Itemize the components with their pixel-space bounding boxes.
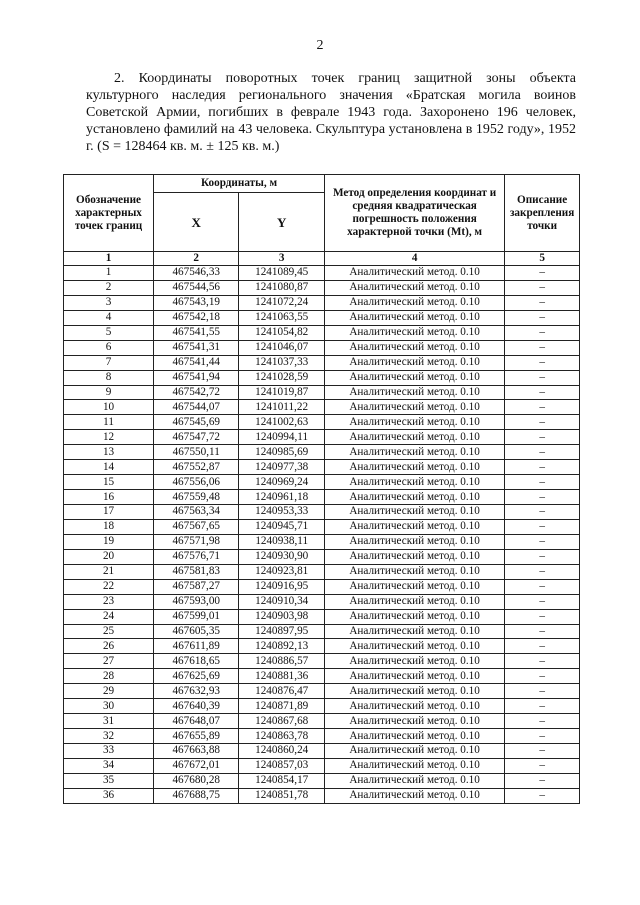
cell-x: 467542,18 — [154, 310, 239, 325]
cell-method: Аналитический метод. 0.10 — [324, 669, 504, 684]
table-row — [64, 744, 580, 759]
cell-y: 1241019,87 — [239, 385, 325, 400]
table-row — [64, 280, 580, 295]
table-row — [64, 699, 580, 714]
cell-y: 1240903,98 — [239, 609, 325, 624]
cell-method: Аналитический метод. 0.10 — [324, 325, 504, 340]
cell-method: Аналитический метод. 0.10 — [324, 788, 504, 803]
cell-y: 1241002,63 — [239, 415, 325, 430]
cell-point: 8 — [64, 370, 154, 385]
cell-y: 1241054,82 — [239, 325, 325, 340]
cell-description: – — [505, 400, 580, 415]
cell-x: 467547,72 — [154, 430, 239, 445]
section-paragraph: 2. Координаты поворотных точек границ защитной зоны объекта культурного наследия регионального значения «Братская могила воинов Советской Армии, погибших в феврале 1943 года. Захоронено 196 человек, установлено фамилий на 43 человека. Скульптура установлена в 1952 году», 1952 г. (S = 128464 кв. м. ± 125 кв. м.) — [86, 71, 576, 154]
column-number: 5 — [505, 252, 580, 266]
table-row — [64, 505, 580, 520]
cell-y: 1240910,34 — [239, 594, 325, 609]
table-row — [64, 490, 580, 505]
cell-x: 467648,07 — [154, 714, 239, 729]
table-row — [64, 773, 580, 788]
cell-description: – — [505, 788, 580, 803]
cell-y: 1240897,95 — [239, 624, 325, 639]
cell-y: 1240892,13 — [239, 639, 325, 654]
table-row — [64, 594, 580, 609]
cell-point: 13 — [64, 445, 154, 460]
cell-method: Аналитический метод. 0.10 — [324, 639, 504, 654]
table-body — [64, 266, 580, 804]
cell-point: 20 — [64, 549, 154, 564]
cell-y: 1240969,24 — [239, 475, 325, 490]
cell-point: 5 — [64, 325, 154, 340]
column-number: 1 — [64, 252, 154, 266]
cell-method: Аналитический метод. 0.10 — [324, 385, 504, 400]
cell-x: 467542,72 — [154, 385, 239, 400]
cell-description: – — [505, 280, 580, 295]
header-method: Метод определения координат и средняя квадратическая погрешность положения характерной точки (Mt), м — [324, 175, 504, 252]
cell-description: – — [505, 669, 580, 684]
cell-x: 467663,88 — [154, 744, 239, 759]
column-number: 4 — [324, 252, 504, 266]
cell-x: 467688,75 — [154, 788, 239, 803]
cell-x: 467544,56 — [154, 280, 239, 295]
table-row — [64, 385, 580, 400]
table-row — [64, 654, 580, 669]
cell-method: Аналитический метод. 0.10 — [324, 714, 504, 729]
cell-point: 16 — [64, 490, 154, 505]
cell-description: – — [505, 639, 580, 654]
cell-x: 467672,01 — [154, 758, 239, 773]
cell-x: 467618,65 — [154, 654, 239, 669]
cell-point: 23 — [64, 594, 154, 609]
cell-x: 467545,69 — [154, 415, 239, 430]
cell-method: Аналитический метод. 0.10 — [324, 758, 504, 773]
header-coords: Координаты, м — [154, 175, 325, 193]
cell-method: Аналитический метод. 0.10 — [324, 744, 504, 759]
cell-y: 1241072,24 — [239, 295, 325, 310]
cell-y: 1241046,07 — [239, 340, 325, 355]
cell-point: 12 — [64, 430, 154, 445]
cell-description: – — [505, 355, 580, 370]
cell-point: 18 — [64, 519, 154, 534]
cell-method: Аналитический метод. 0.10 — [324, 475, 504, 490]
cell-y: 1240867,68 — [239, 714, 325, 729]
cell-method: Аналитический метод. 0.10 — [324, 415, 504, 430]
cell-y: 1240857,03 — [239, 758, 325, 773]
table-row — [64, 534, 580, 549]
cell-method: Аналитический метод. 0.10 — [324, 490, 504, 505]
cell-x: 467563,34 — [154, 505, 239, 520]
cell-x: 467576,71 — [154, 549, 239, 564]
cell-point: 10 — [64, 400, 154, 415]
cell-y: 1241089,45 — [239, 266, 325, 281]
cell-description: – — [505, 594, 580, 609]
cell-description: – — [505, 773, 580, 788]
cell-description: – — [505, 415, 580, 430]
cell-point: 31 — [64, 714, 154, 729]
cell-method: Аналитический метод. 0.10 — [324, 579, 504, 594]
cell-y: 1240953,33 — [239, 505, 325, 520]
cell-y: 1240871,89 — [239, 699, 325, 714]
cell-description: – — [505, 714, 580, 729]
cell-point: 28 — [64, 669, 154, 684]
cell-point: 11 — [64, 415, 154, 430]
cell-x: 467593,00 — [154, 594, 239, 609]
cell-x: 467541,55 — [154, 325, 239, 340]
table-row — [64, 355, 580, 370]
cell-point: 1 — [64, 266, 154, 281]
cell-x: 467541,44 — [154, 355, 239, 370]
cell-y: 1240930,90 — [239, 549, 325, 564]
table-row — [64, 609, 580, 624]
cell-y: 1240881,36 — [239, 669, 325, 684]
cell-description: – — [505, 505, 580, 520]
cell-method: Аналитический метод. 0.10 — [324, 699, 504, 714]
cell-description: – — [505, 609, 580, 624]
cell-point: 30 — [64, 699, 154, 714]
cell-description: – — [505, 699, 580, 714]
cell-x: 467680,28 — [154, 773, 239, 788]
cell-point: 35 — [64, 773, 154, 788]
table-row — [64, 430, 580, 445]
cell-point: 21 — [64, 564, 154, 579]
table-row — [64, 788, 580, 803]
cell-description: – — [505, 744, 580, 759]
cell-y: 1240863,78 — [239, 729, 325, 744]
cell-point: 3 — [64, 295, 154, 310]
cell-x: 467567,65 — [154, 519, 239, 534]
cell-x: 467605,35 — [154, 624, 239, 639]
cell-method: Аналитический метод. 0.10 — [324, 430, 504, 445]
cell-description: – — [505, 579, 580, 594]
header-description: Описание закрепления точки — [505, 175, 580, 252]
coordinates-table — [63, 174, 580, 804]
table-row — [64, 445, 580, 460]
column-numbers-row — [64, 252, 580, 266]
cell-x: 467559,48 — [154, 490, 239, 505]
table-row — [64, 370, 580, 385]
cell-x: 467541,31 — [154, 340, 239, 355]
cell-x: 467655,89 — [154, 729, 239, 744]
cell-y: 1240961,18 — [239, 490, 325, 505]
cell-method: Аналитический метод. 0.10 — [324, 266, 504, 281]
cell-y: 1240938,11 — [239, 534, 325, 549]
cell-y: 1241028,59 — [239, 370, 325, 385]
cell-method: Аналитический метод. 0.10 — [324, 564, 504, 579]
cell-description: – — [505, 445, 580, 460]
cell-method: Аналитический метод. 0.10 — [324, 340, 504, 355]
cell-method: Аналитический метод. 0.10 — [324, 310, 504, 325]
cell-description: – — [505, 519, 580, 534]
cell-point: 34 — [64, 758, 154, 773]
cell-point: 14 — [64, 460, 154, 475]
cell-description: – — [505, 385, 580, 400]
cell-method: Аналитический метод. 0.10 — [324, 654, 504, 669]
cell-point: 33 — [64, 744, 154, 759]
cell-point: 36 — [64, 788, 154, 803]
table-row — [64, 624, 580, 639]
cell-description: – — [505, 624, 580, 639]
cell-x: 467640,39 — [154, 699, 239, 714]
cell-y: 1240854,17 — [239, 773, 325, 788]
table-row — [64, 579, 580, 594]
table-row — [64, 549, 580, 564]
column-number: 3 — [239, 252, 325, 266]
cell-y: 1240945,71 — [239, 519, 325, 534]
header-point: Обозначение характерных точек границ — [64, 175, 154, 252]
cell-method: Аналитический метод. 0.10 — [324, 355, 504, 370]
table-row — [64, 758, 580, 773]
cell-method: Аналитический метод. 0.10 — [324, 594, 504, 609]
header-y: Y — [239, 193, 325, 252]
cell-description: – — [505, 310, 580, 325]
cell-description: – — [505, 564, 580, 579]
cell-description: – — [505, 266, 580, 281]
cell-y: 1240851,78 — [239, 788, 325, 803]
cell-point: 26 — [64, 639, 154, 654]
cell-description: – — [505, 729, 580, 744]
cell-method: Аналитический метод. 0.10 — [324, 295, 504, 310]
cell-method: Аналитический метод. 0.10 — [324, 534, 504, 549]
table-row — [64, 714, 580, 729]
cell-description: – — [505, 460, 580, 475]
table-row — [64, 325, 580, 340]
cell-x: 467632,93 — [154, 684, 239, 699]
table-row — [64, 400, 580, 415]
cell-x: 467581,83 — [154, 564, 239, 579]
cell-description: – — [505, 475, 580, 490]
cell-x: 467552,87 — [154, 460, 239, 475]
cell-x: 467625,69 — [154, 669, 239, 684]
cell-method: Аналитический метод. 0.10 — [324, 460, 504, 475]
table-row — [64, 340, 580, 355]
table-row — [64, 729, 580, 744]
column-number: 2 — [154, 252, 239, 266]
cell-y: 1241080,87 — [239, 280, 325, 295]
table-header — [64, 175, 580, 266]
table-row — [64, 266, 580, 281]
cell-description: – — [505, 295, 580, 310]
table-row — [64, 415, 580, 430]
cell-point: 32 — [64, 729, 154, 744]
cell-point: 19 — [64, 534, 154, 549]
cell-x: 467571,98 — [154, 534, 239, 549]
cell-x: 467611,89 — [154, 639, 239, 654]
cell-method: Аналитический метод. 0.10 — [324, 280, 504, 295]
cell-method: Аналитический метод. 0.10 — [324, 773, 504, 788]
cell-y: 1240860,24 — [239, 744, 325, 759]
table-row — [64, 475, 580, 490]
table-row — [64, 295, 580, 310]
table-row — [64, 564, 580, 579]
cell-method: Аналитический метод. 0.10 — [324, 519, 504, 534]
table-row — [64, 460, 580, 475]
cell-method: Аналитический метод. 0.10 — [324, 445, 504, 460]
cell-point: 9 — [64, 385, 154, 400]
cell-description: – — [505, 430, 580, 445]
cell-point: 6 — [64, 340, 154, 355]
cell-description: – — [505, 534, 580, 549]
cell-y: 1240985,69 — [239, 445, 325, 460]
cell-x: 467541,94 — [154, 370, 239, 385]
cell-method: Аналитический метод. 0.10 — [324, 400, 504, 415]
cell-x: 467543,19 — [154, 295, 239, 310]
cell-y: 1240923,81 — [239, 564, 325, 579]
cell-description: – — [505, 549, 580, 564]
cell-y: 1240994,11 — [239, 430, 325, 445]
cell-point: 22 — [64, 579, 154, 594]
table-row — [64, 310, 580, 325]
table-row — [64, 669, 580, 684]
table-row — [64, 684, 580, 699]
cell-y: 1241011,22 — [239, 400, 325, 415]
cell-method: Аналитический метод. 0.10 — [324, 624, 504, 639]
cell-x: 467599,01 — [154, 609, 239, 624]
cell-x: 467550,11 — [154, 445, 239, 460]
cell-y: 1241037,33 — [239, 355, 325, 370]
cell-x: 467546,33 — [154, 266, 239, 281]
cell-point: 17 — [64, 505, 154, 520]
cell-method: Аналитический метод. 0.10 — [324, 549, 504, 564]
cell-y: 1240886,57 — [239, 654, 325, 669]
cell-point: 2 — [64, 280, 154, 295]
cell-method: Аналитический метод. 0.10 — [324, 729, 504, 744]
cell-point: 24 — [64, 609, 154, 624]
cell-point: 15 — [64, 475, 154, 490]
cell-method: Аналитический метод. 0.10 — [324, 370, 504, 385]
cell-y: 1240916,95 — [239, 579, 325, 594]
page-number: 2 — [316, 38, 324, 53]
cell-description: – — [505, 340, 580, 355]
cell-description: – — [505, 370, 580, 385]
cell-y: 1240876,47 — [239, 684, 325, 699]
cell-method: Аналитический метод. 0.10 — [324, 609, 504, 624]
cell-x: 467544,07 — [154, 400, 239, 415]
cell-point: 4 — [64, 310, 154, 325]
cell-description: – — [505, 684, 580, 699]
cell-x: 467587,27 — [154, 579, 239, 594]
cell-description: – — [505, 654, 580, 669]
cell-point: 7 — [64, 355, 154, 370]
cell-y: 1240977,38 — [239, 460, 325, 475]
header-x: X — [154, 193, 239, 252]
cell-y: 1241063,55 — [239, 310, 325, 325]
cell-point: 29 — [64, 684, 154, 699]
cell-description: – — [505, 490, 580, 505]
cell-point: 27 — [64, 654, 154, 669]
table-row — [64, 519, 580, 534]
cell-description: – — [505, 325, 580, 340]
cell-description: – — [505, 758, 580, 773]
cell-method: Аналитический метод. 0.10 — [324, 684, 504, 699]
table-row — [64, 639, 580, 654]
cell-point: 25 — [64, 624, 154, 639]
cell-x: 467556,06 — [154, 475, 239, 490]
cell-method: Аналитический метод. 0.10 — [324, 505, 504, 520]
